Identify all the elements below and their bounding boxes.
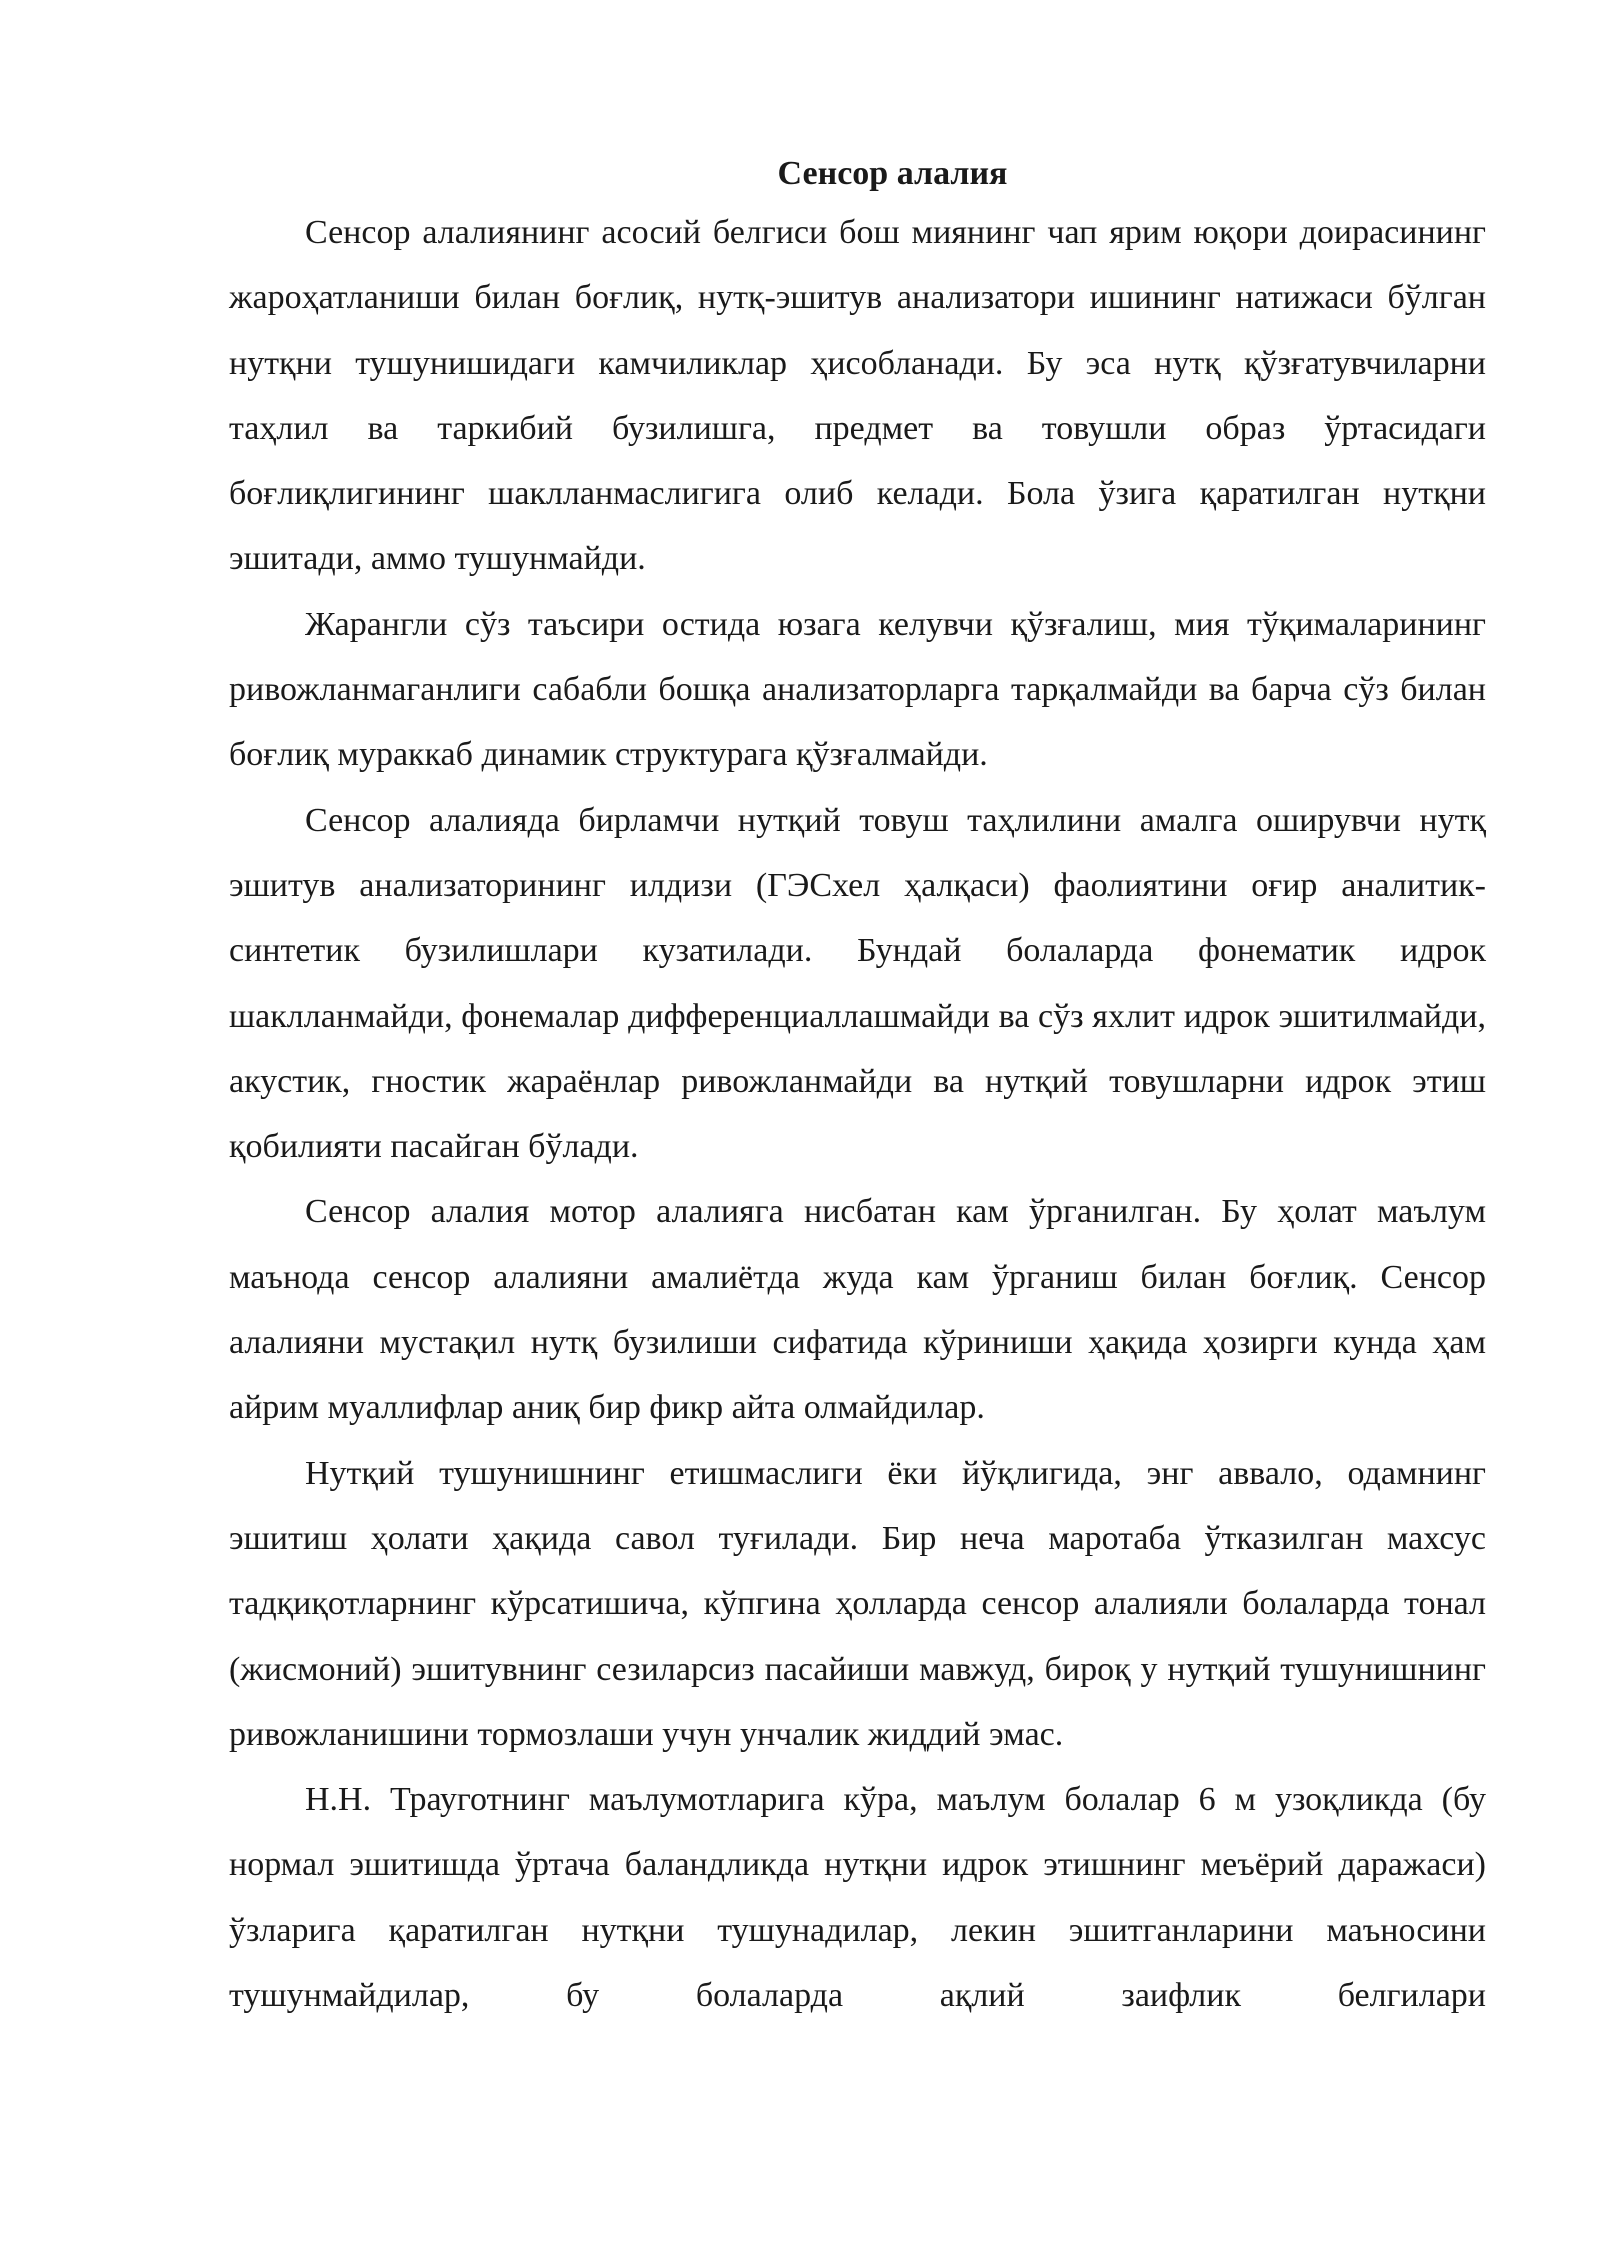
paragraph-6: Н.Н. Трауготнинг маълумотларига кўра, маълум болалар 6 м узоқликда (бу нормал эшитишда ўртача баландликда нутқни идрок этишнинг меъёрий даражаси) ўзларига қаратилган нутқни тушунадилар, лекин эшитганларини маъносини тушунмайдилар, бу болаларда ақлий заифлик белгилари [229, 1781, 1486, 2015]
page-content [229, 148, 1486, 2028]
paragraph-4: Сенсор алалия мотор алалияга нисбатан кам ўрганилган. Бу ҳолат маълум маънода сенсор алалияни амалиётда жуда кам ўрганиш билан боғлиқ. Сенсор алалияни мустақил нутқ бузилиши сифатида кўриниши ҳақида ҳозирги кунда ҳам айрим муаллифлар аниқ бир фикр айта олмайдилар. [229, 1193, 1486, 1427]
paragraph-2: Жарангли сўз таъсири остида юзага келувчи қўзғалиш, мия тўқималарининг ривожланмаганлиги сабабли бошқа анализаторларга тарқалмайди ва барча сўз билан боғлиқ мураккаб динамик структурага қўзғалмайди. [229, 605, 1486, 774]
paragraph-3: Сенсор алалияда бирламчи нутқий товуш таҳлилини амалга оширувчи нутқ эшитув анализаторининг илдизи (ГЭСхел ҳалқаси) фаолиятини оғир аналитик-синтетик бузилишлари кузатилади. Бундай болаларда фонематик идрок шаклланмайди, фонемалар дифференциаллашмайди ва сўз яхлит идрок эшитилмайди, акустик, гностик жараёнлар ривожланмайди ва нутқий товушларни идрок этиш қобилияти пасайган бўлади. [229, 801, 1486, 1166]
page-title: Сенсор алалия [777, 155, 1008, 192]
paragraph-5: Нутқий тушунишнинг етишмаслиги ёки йўқлигида, энг аввало, одамнинг эшитиш ҳолати ҳақида савол туғилади. Бир неча маротаба ўтказилган махсус тадқиқотларнинг кўрсатишича, кўпгина ҳолларда сенсор алалияли болаларда тонал (жисмоний) эшитувнинг сезиларсиз пасайиши мавжуд, бироқ у нутқий тушунишнинг ривожланишини тормозлаши учун унчалик жиддий эмас. [229, 1454, 1486, 1753]
paragraph-1: Сенсор алалиянинг асосий белгиси бош миянинг чап ярим юқори доирасининг жароҳатланиши билан боғлиқ, нутқ-эшитув анализатори ишининг натижаси бўлган нутқни тушунишидаги камчиликлар ҳисобланади. Бу эса нутқ қўзғатувчиларни таҳлил ва таркибий бузилишга, предмет ва товушли образ ўртасидаги боғлиқлигининг шаклланмаслигига олиб келади. Бола ўзига қаратилган нутқни эшитади, аммо тушунмайди. [229, 214, 1486, 578]
